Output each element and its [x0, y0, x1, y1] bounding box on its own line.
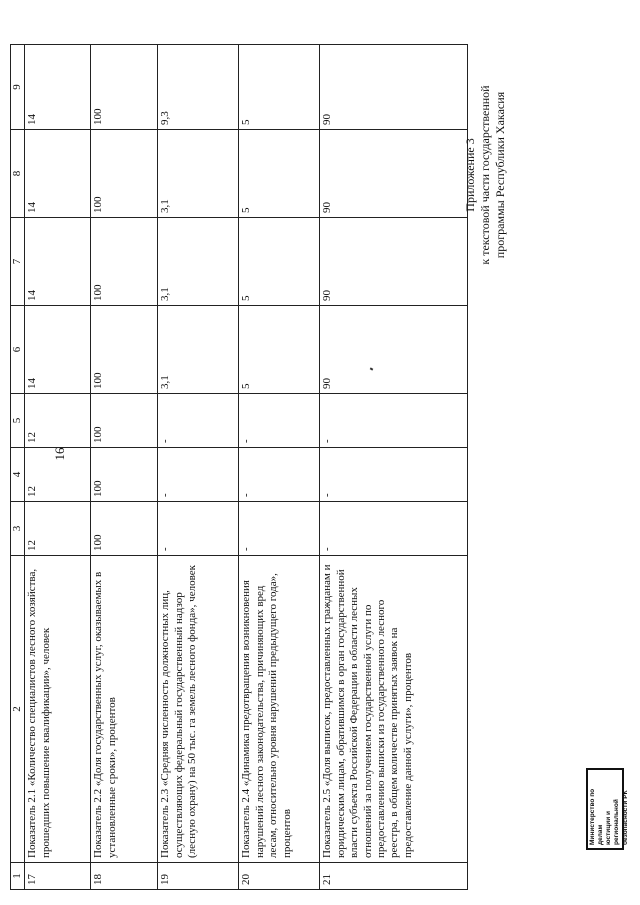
row-number: 17: [25, 863, 91, 890]
value-cell: 100: [91, 306, 158, 394]
value-cell: 12: [25, 448, 91, 502]
value-cell: 90: [320, 218, 468, 306]
value-cell: -: [158, 502, 239, 556]
value-cell: -: [239, 394, 320, 448]
header-cell: 5: [11, 394, 25, 448]
ministry-stamp: [586, 768, 629, 850]
value-cell: -: [320, 502, 468, 556]
indicator-name: Показатель 2.4 «Динамика предотвращения возникновения нарушений лесного законодательства, причиняющих вред лесам, относительно уровня нарушений предыдущего года», процентов: [239, 556, 320, 863]
header-cell: 2: [11, 556, 25, 863]
value-cell: 5: [239, 218, 320, 306]
value-cell: 100: [91, 45, 158, 130]
value-cell: 3,1: [158, 306, 239, 394]
table-row: [239, 45, 320, 890]
indicators-table: [10, 44, 468, 890]
row-number: 19: [158, 863, 239, 890]
row-number: 21: [320, 863, 468, 890]
value-cell: 100: [91, 130, 158, 218]
value-cell: -: [158, 448, 239, 502]
header-cell: 7: [11, 218, 25, 306]
stamp-line: Министерство по делам: [589, 788, 605, 845]
value-cell: 100: [91, 448, 158, 502]
annex-subtitle: программы Республики Хакасия: [493, 91, 507, 259]
value-cell: 100: [91, 218, 158, 306]
value-cell: 3,1: [158, 130, 239, 218]
value-cell: 14: [25, 45, 91, 130]
value-cell: 3,1: [158, 218, 239, 306]
value-cell: -: [320, 448, 468, 502]
indicator-name: Показатель 2.5 «Доля выписок, предоставленных гражданам и юридическим лицам, обратившимся в орган государственной власти субъекта Российской Федерации в области лесных отношений за получением государственной услуги по предоставлению выписки из государственного лесного реестра, в общем количестве принятых заявок на предоставление данной услуги», процентов: [320, 556, 468, 863]
table-header-row: [11, 45, 25, 890]
value-cell: 14: [25, 218, 91, 306]
header-cell: 8: [11, 130, 25, 218]
value-cell: 14: [25, 306, 91, 394]
table-row: [91, 45, 158, 890]
indicator-name: Показатель 2.2 «Доля государственных услуг, оказываемых в установленные сроки», процентов: [91, 556, 158, 863]
annex-title: Приложение 3: [463, 138, 477, 212]
stamp-line: юстиции и региональной: [605, 799, 621, 845]
indicator-name: Показатель 2.3 «Средняя численность должностных лиц, осуществляющих федеральный государственный надзор (лесную охрану) на 50 тыс. га земель лесного фонда», человек: [158, 556, 239, 863]
table-row: [25, 45, 91, 890]
value-cell: 12: [25, 394, 91, 448]
value-cell: 12: [25, 502, 91, 556]
row-number: 20: [239, 863, 320, 890]
value-cell: 100: [91, 394, 158, 448]
page-number: 16: [52, 447, 67, 461]
annex-subtitle: к текстовой части государственной: [478, 85, 492, 265]
annex-heading: [463, 50, 508, 300]
value-cell: -: [239, 502, 320, 556]
value-cell: -: [239, 448, 320, 502]
value-cell: 5: [239, 130, 320, 218]
table-row: [158, 45, 239, 890]
value-cell: 9,3: [158, 45, 239, 130]
value-cell: -: [158, 394, 239, 448]
table-row: [320, 45, 468, 890]
value-cell: 90: [320, 130, 468, 218]
header-cell: 4: [11, 448, 25, 502]
value-cell: 100: [91, 502, 158, 556]
header-cell: 6: [11, 306, 25, 394]
header-cell: 9: [11, 45, 25, 130]
value-cell: 90: [320, 45, 468, 130]
value-cell: -: [320, 394, 468, 448]
value-cell: 90: [320, 306, 468, 394]
header-cell: 1: [11, 863, 25, 890]
value-cell: 5: [239, 306, 320, 394]
stamp-line: безопасности РК: [621, 790, 629, 845]
value-cell: 5: [239, 45, 320, 130]
value-cell: 14: [25, 130, 91, 218]
indicator-name: Показатель 2.1 «Количество специалистов лесного хозяйства, прошедших повышение квалификации», человек: [25, 556, 91, 863]
row-number: 18: [91, 863, 158, 890]
header-cell: 3: [11, 502, 25, 556]
